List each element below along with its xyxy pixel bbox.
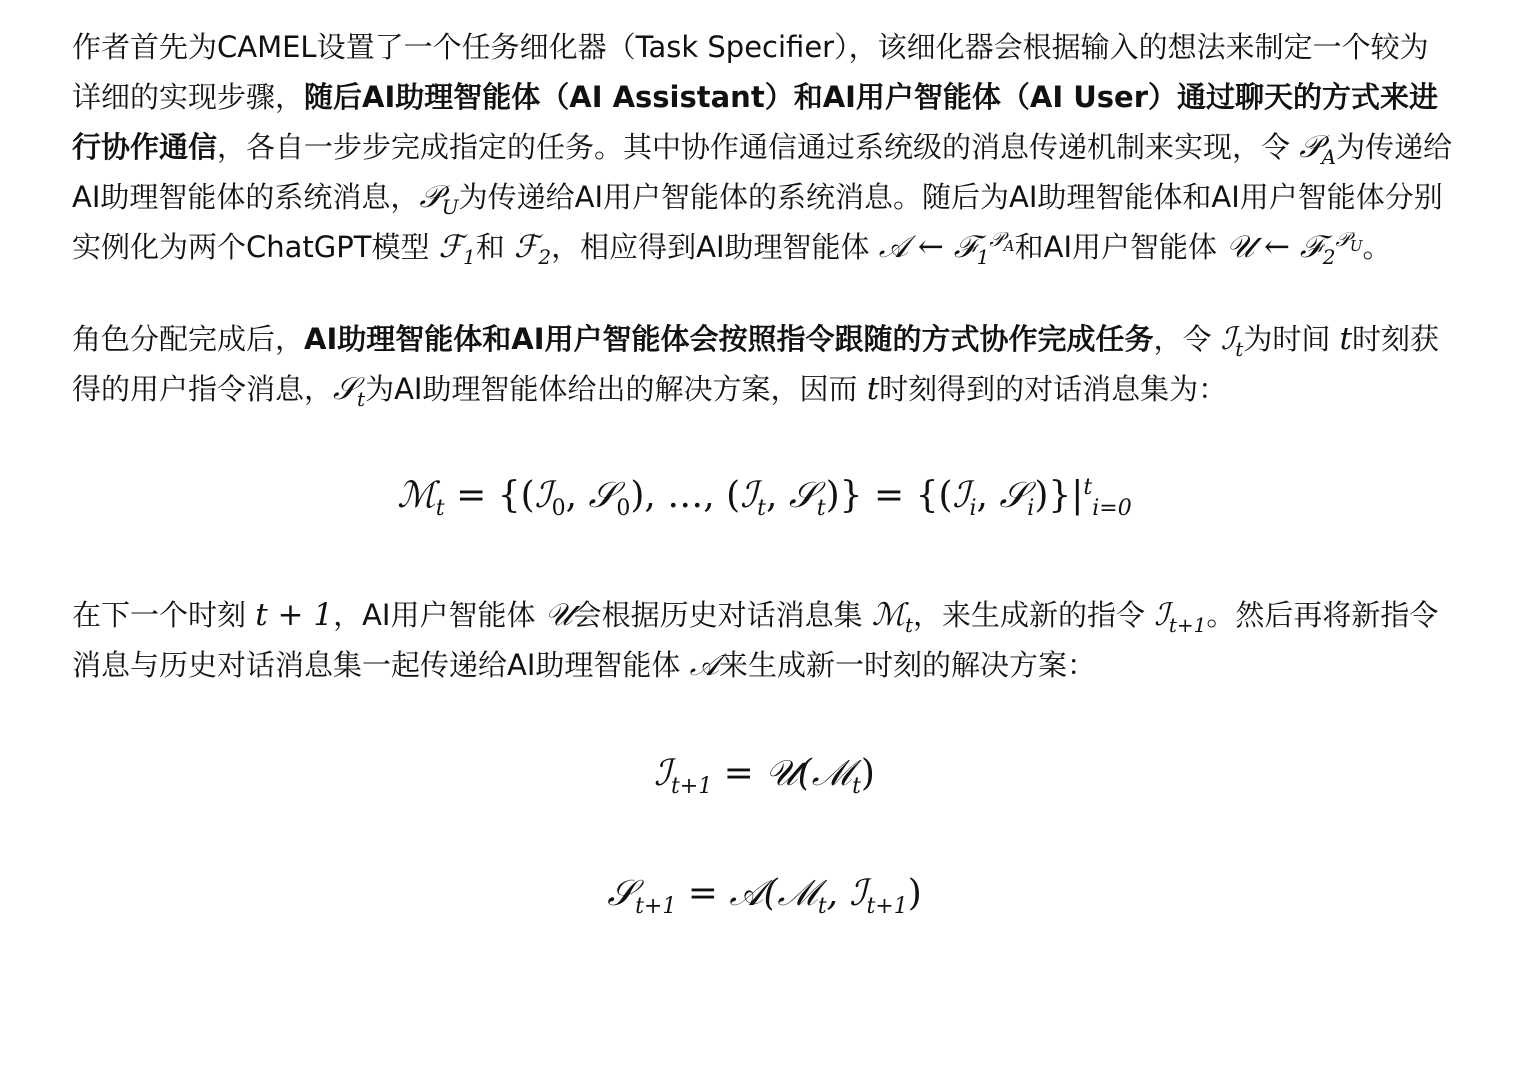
math-subscript: 0 [551, 496, 566, 522]
math-subscript: U [1349, 236, 1363, 255]
math-A: 𝒜 [689, 647, 719, 683]
math-F-1 [438, 229, 476, 270]
paragraph-text: 和AI用户智能体 [1014, 230, 1227, 264]
bold-emphasis: 随后AI助理智能体（AI Assistant）和AI用户智能体（AI User）通过聊天的方式来进行协作通信 [72, 80, 1439, 164]
paragraph-text: ，来生成新的指令 [913, 598, 1155, 632]
math-symbol: 𝒮 [607, 873, 636, 914]
math-t: t [1339, 321, 1353, 357]
math-symbol: 𝒫 [1335, 226, 1350, 251]
math-subscript: t+1 [1168, 613, 1207, 638]
paragraph-task-specifier [72, 22, 1457, 272]
paragraph-text: 为时间 [1243, 322, 1340, 356]
math-symbol: 𝒮 [788, 475, 817, 516]
math-assistant-instantiation [878, 226, 1015, 270]
math-operator: , [565, 475, 589, 516]
math-symbol: ℐ [534, 475, 552, 516]
math-symbol: 𝒫 [1299, 129, 1322, 165]
math-I-t-plus-1 [1154, 597, 1207, 638]
equation-user-instruction [72, 744, 1457, 804]
math-symbol: ℱ [514, 229, 539, 265]
paragraph-spacer [72, 526, 1457, 590]
math-subscript: t [757, 496, 766, 522]
math-operator: )}| [1034, 475, 1084, 516]
paragraph-spacer [72, 804, 1457, 864]
math-subscript: t+1 [866, 894, 908, 920]
math-operator: ) [907, 873, 922, 914]
paragraph-next-step [72, 590, 1457, 690]
paragraph-text: 。 [1362, 230, 1392, 264]
math-subscript: 0 [616, 496, 631, 522]
math-subscript: U [441, 195, 459, 220]
math-subscript: t+1 [635, 894, 677, 920]
paragraph-spacer [72, 690, 1457, 744]
math-operator: , [976, 475, 1000, 516]
math-M-t [871, 597, 914, 638]
math-subscript: 1 [976, 245, 990, 270]
math-symbol: ℐ [952, 475, 970, 516]
math-t: t [866, 371, 880, 407]
math-subscript: 2 [1322, 245, 1336, 270]
math-subscript: t [852, 774, 861, 800]
math-superscript [1335, 226, 1363, 255]
math-symbol: 𝒰 ← ℱ [1226, 229, 1323, 265]
paragraph-text: ，令 [1153, 322, 1221, 356]
math-symbol: 𝒮 [588, 475, 617, 516]
paragraph-text: ，各自一步步完成指定的任务。其中协作通信通过系统级的消息传递机制来实现，令 [217, 130, 1300, 164]
paragraph-text: 时刻获得的用户指令消息， [72, 322, 1440, 406]
math-symbol: ℐ [740, 475, 758, 516]
math-operator: = {( [444, 475, 535, 516]
math-I-t [1220, 321, 1244, 362]
math-symbol: ℐ [1154, 597, 1169, 633]
math-subscript: t [905, 613, 914, 638]
equation-message-set [72, 466, 1457, 526]
paragraph-text: 来生成新一时刻的解决方案： [718, 648, 1096, 682]
math-operator: = 𝒰(ℳ [712, 753, 853, 794]
paragraph-text: 时刻得到的对话消息集为： [879, 372, 1228, 406]
math-U: 𝒰 [544, 597, 573, 633]
math-subscript: t [1235, 337, 1244, 362]
math-symbol: ℐ [654, 753, 671, 794]
paragraph-text: 在下一个时刻 [72, 598, 256, 632]
math-operator: )} = {( [825, 475, 953, 516]
paragraph-spacer [72, 414, 1457, 466]
math-operator: ) [860, 753, 875, 794]
paragraph-text: 角色分配完成后， [72, 322, 305, 356]
paragraph-text: ，相应得到AI助理智能体 [551, 230, 879, 264]
math-subscript: A [1321, 145, 1337, 170]
math-subscript: 2 [538, 245, 552, 270]
math-subscript: t [435, 496, 445, 522]
article-body [72, 22, 1457, 924]
math-subscript: i [1027, 496, 1035, 522]
math-subscript: i=0 [1092, 496, 1132, 522]
math-symbol: ℳ [397, 475, 436, 516]
bold-emphasis: AI助理智能体和AI用户智能体会按照指令跟随的方式协作完成任务 [304, 322, 1154, 356]
math-subscript: i [969, 496, 977, 522]
paragraph-spacer [72, 272, 1457, 314]
math-subscript: t+1 [670, 774, 713, 800]
math-subscript: t [357, 387, 366, 412]
paragraph-role-assignment [72, 314, 1457, 414]
math-symbol: 𝒜 ← ℱ [878, 229, 977, 265]
paragraph-text: 为AI助理智能体给出的解决方案，因而 [365, 372, 867, 406]
math-subscript: t [817, 894, 827, 920]
math-P-U [419, 179, 459, 220]
paragraph-text: 会根据历史对话消息集 [572, 598, 872, 632]
math-operator: , [765, 475, 789, 516]
math-operator: = 𝒜(ℳ [676, 873, 818, 914]
math-symbol: 𝒫 [989, 226, 1004, 251]
math-superscript [989, 226, 1015, 255]
math-symbol: 𝒮 [999, 475, 1028, 516]
paragraph-text: 作者首先为CAMEL设置了一个任务细化器（Task Specifier），该细化器会根据输入的想法来制定一个较为详细的实现步骤， [72, 30, 1429, 114]
math-t-plus-1: t + 1 [255, 597, 334, 633]
math-operator: , ℐ [826, 873, 867, 914]
math-symbol: ℐ [1220, 321, 1236, 357]
paragraph-text: 和 [475, 230, 514, 264]
paragraph-text: 为传递给AI用户智能体的系统消息。随后为AI助理智能体和AI用户智能体分别实例化为两个ChatGPT模型 [72, 180, 1443, 264]
equation-assistant-solution [72, 864, 1457, 924]
math-operator: ), …, ( [630, 475, 741, 516]
math-symbol: 𝒮 [333, 371, 358, 407]
math-P-A [1299, 129, 1337, 170]
paragraph-text: 为传递给AI助理智能体的系统消息， [72, 130, 1453, 214]
paragraph-text: ，AI用户智能体 [333, 598, 545, 632]
paragraph-text: 。然后再将新指令消息与历史对话消息集一起传递给AI助理智能体 [72, 598, 1439, 682]
math-superscript: t [1083, 475, 1093, 500]
math-symbol: 𝒫 [419, 179, 442, 215]
math-F-2 [514, 229, 552, 270]
math-subscript: t [816, 496, 826, 522]
math-subscript: A [1003, 236, 1015, 255]
math-symbol: ℳ [871, 597, 905, 633]
math-subscript: 1 [463, 245, 476, 270]
math-S-t [333, 371, 366, 412]
math-symbol: ℱ [438, 229, 464, 265]
math-user-instantiation [1226, 226, 1363, 270]
